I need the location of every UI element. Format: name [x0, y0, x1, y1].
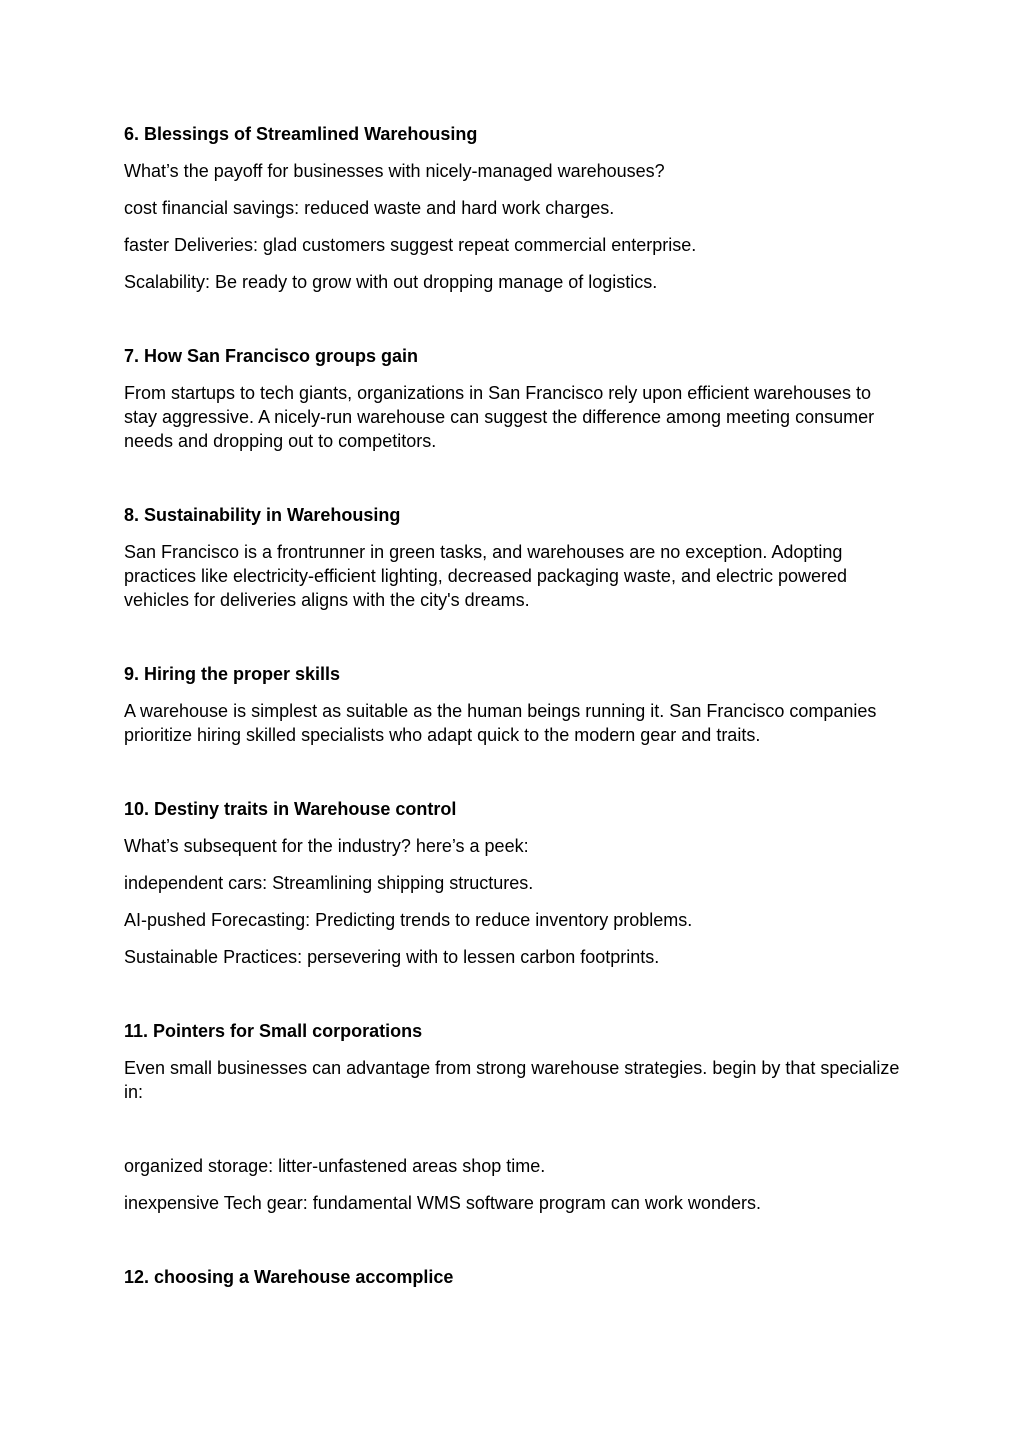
section-spacer: [124, 982, 904, 1019]
paragraph: AI-pushed Forecasting: Predicting trends to reduce inventory problems.: [124, 910, 693, 930]
document-page: [124, 122, 904, 1302]
paragraph: Even small businesses can advantage from strong warehouse strategies. begin by that specialize in:: [124, 1058, 900, 1102]
section-heading: 6. Blessings of Streamlined Warehousing: [124, 124, 478, 144]
paragraph: What’s subsequent for the industry? here’s a peek:: [124, 836, 529, 856]
section-11: [124, 1019, 904, 1215]
section-7: [124, 344, 904, 453]
paragraph: inexpensive Tech gear: fundamental WMS software program can work wonders.: [124, 1193, 761, 1213]
section-spacer: [124, 307, 904, 344]
paragraph-spacer: [124, 1117, 904, 1154]
paragraph: organized storage: litter-unfastened areas shop time.: [124, 1156, 546, 1176]
paragraph: A warehouse is simplest as suitable as the human beings running it. San Francisco companies prioritize hiring skilled specialists who adapt quick to the modern gear and traits.: [124, 701, 877, 745]
paragraph: cost financial savings: reduced waste and hard work charges.: [124, 198, 615, 218]
section-spacer: [124, 1228, 904, 1265]
section-12: [124, 1265, 904, 1289]
paragraph: San Francisco is a frontrunner in green tasks, and warehouses are no exception. Adopting practices like electricity-efficient lighting, decreased packaging waste, and electric powered vehicles for deliveries aligns with the city's dreams.: [124, 542, 848, 610]
paragraph: From startups to tech giants, organizations in San Francisco rely upon efficient warehouses to stay aggressive. A nicely-run warehouse can suggest the difference among meeting consumer needs and dropping out to competitors.: [124, 383, 875, 451]
section-9: [124, 662, 904, 747]
section-heading: 12. choosing a Warehouse accomplice: [124, 1267, 454, 1287]
section-spacer: [124, 625, 904, 662]
section-spacer: [124, 466, 904, 503]
paragraph: faster Deliveries: glad customers suggest repeat commercial enterprise.: [124, 235, 697, 255]
section-heading: 10. Destiny traits in Warehouse control: [124, 799, 457, 819]
section-6: [124, 122, 904, 294]
section-heading: 11. Pointers for Small corporations: [124, 1021, 423, 1041]
section-spacer: [124, 760, 904, 797]
section-10: [124, 797, 904, 969]
section-heading: 9. Hiring the proper skills: [124, 664, 341, 684]
paragraph: Scalability: Be ready to grow with out dropping manage of logistics.: [124, 272, 658, 292]
section-heading: 8. Sustainability in Warehousing: [124, 505, 401, 525]
paragraph: Sustainable Practices: persevering with to lessen carbon footprints.: [124, 947, 660, 967]
paragraph: What’s the payoff for businesses with nicely-managed warehouses?: [124, 161, 665, 181]
section-8: [124, 503, 904, 612]
paragraph: independent cars: Streamlining shipping structures.: [124, 873, 534, 893]
section-heading: 7. How San Francisco groups gain: [124, 346, 419, 366]
